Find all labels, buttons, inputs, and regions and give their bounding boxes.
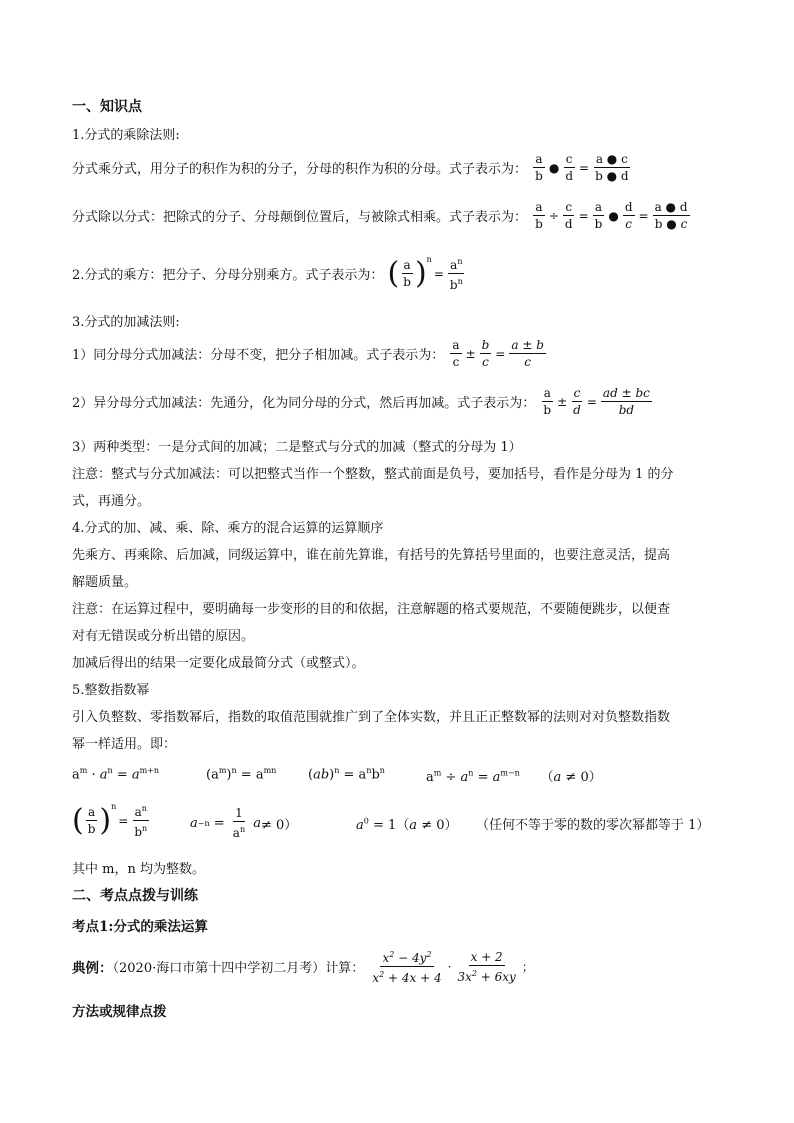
note1-line-b: 式，再通分。	[72, 494, 151, 509]
note2-line-b: 对有无错误或分析出错的原因。	[72, 629, 255, 644]
note1-line-a: 注意：整式与分式加减法：可以把整式当作一个整数，整式前面是负号，要加括号，看作是分母为 1 的分	[72, 467, 674, 482]
kaodian-1-title: 考点1:分式的乘法运算	[72, 919, 208, 935]
p5-mn-integers: 其中 m，n 均为整数。	[72, 862, 205, 877]
different-denominator-formula: $\frac{a}{b}$ ± $\frac{c}{d}$ = $\frac{ad \pm bc}{bd}$	[543, 386, 650, 417]
power-formula: ( $\frac{a}{b}$ ) $^n$ = $\frac{a^n}{b^n}$	[387, 255, 463, 292]
multiplication-formula: $\frac{a}{b}$ ● $\frac{c}{d}$ = $\frac{a ● c}{b ● d}$	[535, 152, 629, 183]
p1-multiplication-text: 分式乘分式，用分子的积作为积的分子，分母的积作为积的分母。式子表示为：	[72, 162, 528, 177]
rule-power-of-product: $(ab)^n = a^nb^n$	[308, 766, 385, 783]
p4-line-b: 解题质量。	[72, 575, 138, 590]
p4-line-a: 先乘方、再乘除、后加减，同级运算中，谁在前先算谁，有括号的先算括号里面的，也要注意灵活，提高	[72, 548, 671, 563]
exponent-rules-row-1	[72, 766, 712, 790]
rule-zero-exponent: $a^0 = 1(a \ne 0)$	[356, 816, 458, 833]
rule-product-of-powers: $a^m \cdot a^n = a^{m+n}$	[72, 766, 160, 783]
p3-diff-line	[72, 386, 654, 417]
p3-same-text: 1）同分母分式加减法：分母不变，把分子相加减。式子表示为：	[72, 348, 445, 363]
note3: 加减后得出的结果一定要化成最简分式（或整式）。	[72, 656, 365, 671]
rule-power-of-quotient: ( $\frac{a}{b}$ ) $^n$ = $\frac{a^n}{b^n}$	[72, 802, 148, 839]
p2-text: 2.分式的乘方：把分子、分母分别乘方。式子表示为：	[72, 268, 384, 283]
example-expression: $\frac{x^2 - 4y^2}{x^2 + 4x + 4}$ · $\frac{x + 2}{3x^2 + 6xy}$ ；	[372, 949, 534, 985]
example-text: （2020·海口市第十四中学初二月考）计算：	[112, 961, 365, 976]
p1-division-text: 分式除以分式：把除式的分子、分母颠倒位置后，与被除式相乘。式子表示为：	[72, 210, 528, 225]
p1-multiplication-line	[72, 152, 633, 183]
p5-line-b: 幂一样适用。即：	[72, 737, 177, 752]
rule-negative-exponent: a −n = $\frac{1}{a^n}$ a ≠ 0）	[190, 806, 298, 840]
p1-division-line	[72, 200, 692, 231]
p3-same-line	[72, 338, 548, 369]
note2-line-a: 注意：在运算过程中，要明确每一步变形的目的和依据，注意解题的格式要规范，不要随便跳步，以便查	[72, 602, 671, 617]
p3-types: 3）两种类型：一是分式间的加减；二是整式与分式的加减（整式的分母为 1）	[72, 440, 522, 455]
p4-title: 4.分式的加、减、乘、除、乘方的混合运算的运算顺序	[72, 521, 384, 536]
p1-title: 1.分式的乘除法则:	[72, 128, 180, 143]
same-denominator-formula: $\frac{a}{c}$ ± $\frac{b}{c}$ = $\frac{a \pm b}{c}$	[452, 338, 544, 369]
division-formula: $\frac{a}{b}$ ÷ $\frac{c}{d}$ = $\frac{a}{b}$ ● $\frac{d}{c}$ = $\frac{a ● d}{b ● c}$	[535, 200, 688, 231]
zero-exponent-note: （任何不等于零的数的零次幂都等于 1）	[476, 818, 710, 833]
section-heading-knowledge: 一、知识点	[72, 99, 142, 115]
p5-line-a: 引入负整数、零指数幂后，指数的取值范围就推广到了全体实数，并且正正整数幂的法则对对负整数指数	[72, 710, 671, 725]
p3-diff-text: 2）异分母分式加减法：先通分，化为同分母的分式，然后再加减。式子表示为：	[72, 396, 536, 411]
rule-power-of-power: $(a^m)^n = a^{mn}$	[206, 766, 277, 783]
p3-title: 3.分式的加减法则:	[72, 315, 180, 330]
p5-title: 5.整数指数幂	[72, 683, 150, 698]
example-label: 典例：	[72, 960, 113, 977]
method-heading: 方法或规律点拨	[72, 1004, 167, 1020]
rule-quotient-of-powers: $a^m \div a^n = a^{m-n}$ （a ≠ 0）	[426, 768, 602, 785]
exponent-rules-row-2	[72, 802, 712, 846]
p2-line	[72, 255, 467, 292]
section-heading-training: 二、考点点拨与训练	[72, 888, 198, 904]
example-line	[72, 948, 536, 985]
